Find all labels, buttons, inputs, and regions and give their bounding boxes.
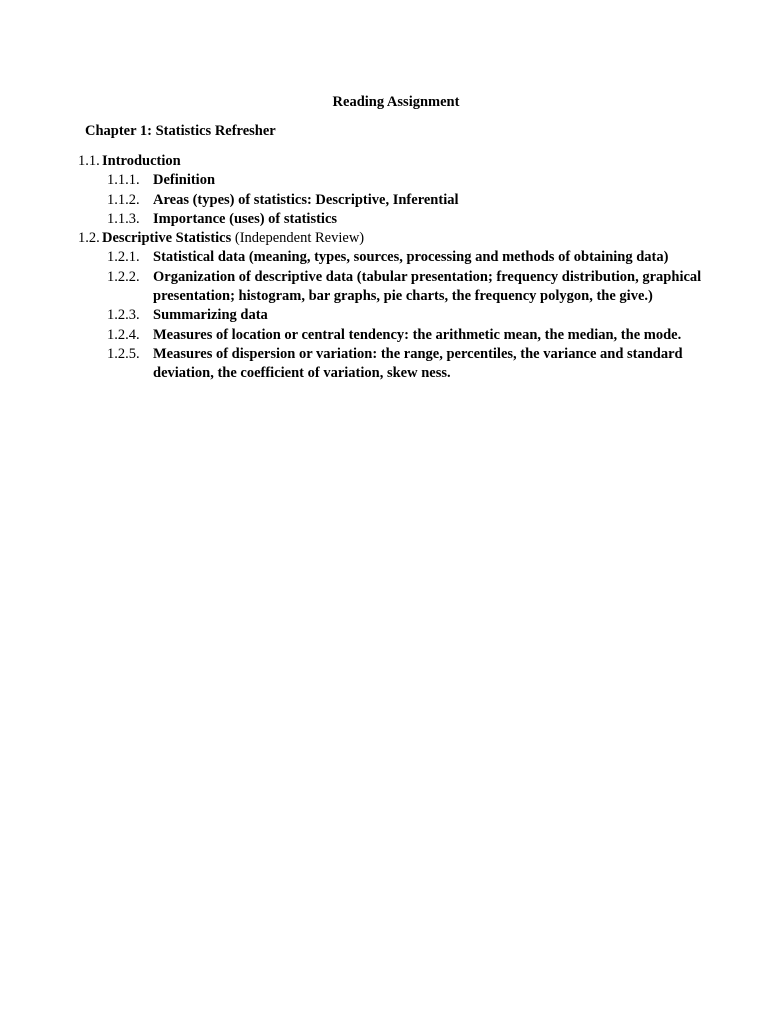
item-number: 1.2.5.	[107, 345, 140, 362]
item-text: Organization of descriptive data (tabular presentation; frequency distribution, graphical presentation; histogram, bar graphs, pie charts, the frequency polygon, the give.)	[153, 268, 702, 305]
item-number: 1.2.1.	[107, 249, 140, 266]
outline-list	[0, 152, 768, 384]
outline-item	[0, 268, 768, 307]
outline-item	[0, 191, 768, 210]
item-text: Measures of dispersion or variation: the range, percentiles, the variance and standard deviation, the coefficient of variation, skew ness.	[153, 345, 683, 382]
outline-item	[0, 326, 768, 345]
item-number: 1.1.2.	[107, 191, 140, 208]
item-number: 1.2.4.	[107, 326, 140, 343]
outline-item	[0, 248, 768, 267]
section-number: 1.1.	[78, 153, 100, 169]
item-text: Importance (uses) of statistics	[153, 210, 338, 227]
chapter-heading: Chapter 1: Statistics Refresher	[85, 123, 276, 139]
item-text: Measures of location or central tendency: the arithmetic mean, the median, the mode.	[153, 326, 682, 343]
section-heading-text: Descriptive Statistics	[102, 230, 232, 247]
outline-item	[0, 345, 768, 384]
section-heading-text: Introduction	[102, 153, 181, 169]
item-text: Summarizing data	[153, 307, 268, 324]
item-text: Definition	[153, 172, 216, 189]
item-text: Statistical data (meaning, types, sources, processing and methods of obtaining data)	[153, 249, 669, 266]
outline-section	[0, 152, 768, 171]
section-heading	[102, 152, 181, 171]
outline-item	[0, 306, 768, 325]
item-text: Areas (types) of statistics: Descriptive, Inferential	[153, 191, 459, 208]
outline-item	[0, 210, 768, 229]
page-title: Reading Assignment	[332, 94, 460, 110]
item-number: 1.1.3.	[107, 210, 140, 227]
outline-section	[0, 229, 768, 248]
outline-item	[0, 171, 768, 190]
section-heading-suffix: (Independent Review)	[231, 230, 365, 247]
section-number: 1.2.	[78, 230, 100, 247]
item-number: 1.1.1.	[107, 172, 140, 189]
section-heading	[102, 229, 364, 248]
item-number: 1.2.2.	[107, 268, 140, 285]
item-number: 1.2.3.	[107, 307, 140, 324]
